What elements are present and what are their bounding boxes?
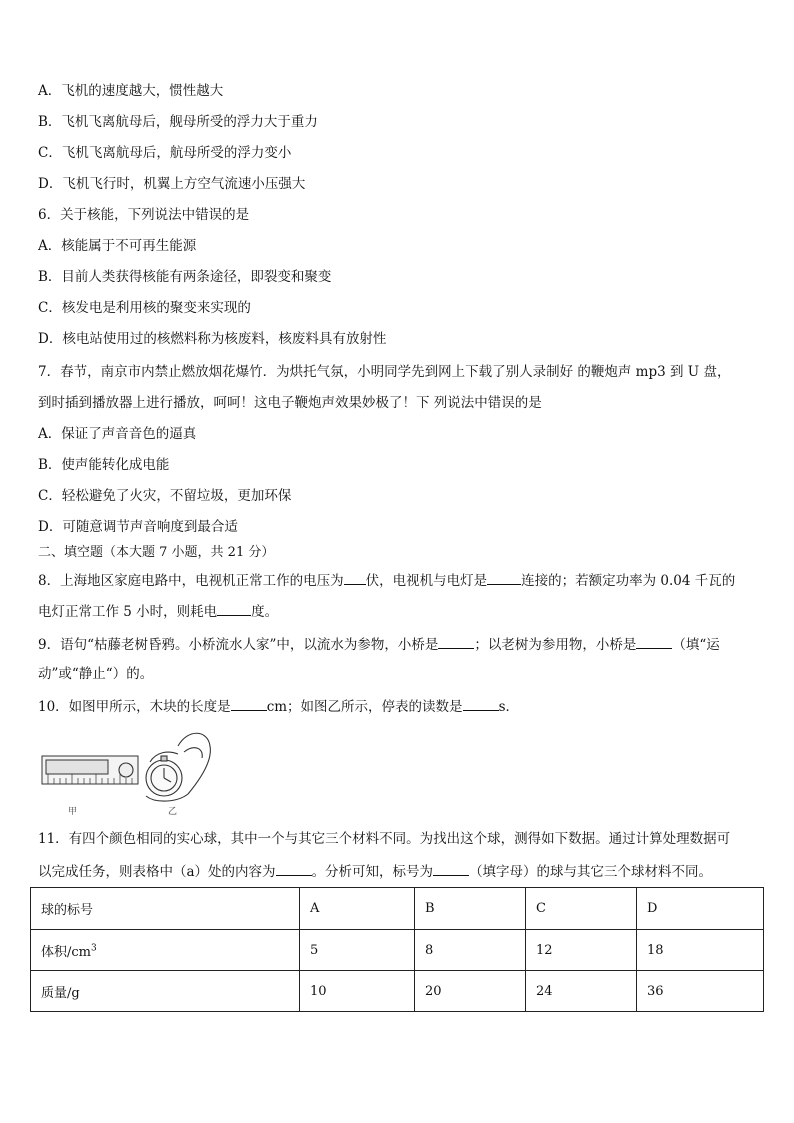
- answer-blank[interactable]: [636, 634, 672, 649]
- table-cell: D: [637, 888, 764, 930]
- q11-text-b: 。分析可知，标号为: [311, 864, 434, 880]
- q7-option-c: C．轻松避免了火灾，不留垃圾，更加环保: [38, 488, 292, 504]
- q7-stem-line2: 到时插到播放器上进行播放，呵呵！这电子鞭炮声效果妙极了！下 列说法中错误的是: [38, 395, 542, 411]
- table-cell: 12: [526, 930, 637, 971]
- q8-line1: [38, 570, 735, 590]
- q5-option-c: C．飞机飞离航母后，航母所受的浮力变小: [38, 145, 292, 161]
- q5-option-a: A．飞机的速度越大，惯性越大: [38, 83, 224, 99]
- q10-text-b: cm；如图乙所示，停表的读数是: [266, 699, 463, 715]
- q8-text-e: 度。: [251, 604, 279, 620]
- volume-label: 体积/cm: [41, 944, 91, 960]
- q8-line2: [38, 601, 278, 621]
- q6-option-b: B．目前人类获得核能有两条途径，即裂变和聚变: [38, 269, 332, 285]
- q10-text-a: 10．如图甲所示，木块的长度是: [38, 699, 231, 715]
- volume-label-cell: [31, 930, 300, 971]
- answer-blank[interactable]: [487, 570, 521, 585]
- table-row: [31, 971, 764, 1012]
- figure-label-b: 乙: [168, 806, 178, 816]
- table-cell: A: [300, 888, 415, 930]
- table-cell: 20: [415, 971, 526, 1012]
- q9-line2: 动”或“静止“）的。: [38, 666, 154, 682]
- table-cell: 8: [415, 930, 526, 971]
- q8-text-a: 8．上海地区家庭电路中，电视机正常工作的电压为: [38, 573, 344, 589]
- answer-blank[interactable]: [231, 696, 267, 711]
- q8-text-b: 伏，电视机与电灯是: [365, 573, 488, 589]
- q9-text-b: ；以老树为参用物，小桥是: [474, 637, 637, 653]
- q9-line1: [38, 634, 720, 654]
- answer-blank[interactable]: [433, 861, 469, 876]
- q8-text-d: 电灯正常工作 5 小时，则耗电: [38, 604, 218, 620]
- table-cell: C: [526, 888, 637, 930]
- q6-option-d: D．核电站使用过的核燃料称为核废料，核废料具有放射性: [38, 331, 387, 347]
- ball-data-table: [30, 887, 764, 1012]
- q11-text-c: （填字母）的球与其它三个球材料不同。: [469, 864, 713, 880]
- answer-blank[interactable]: [217, 601, 251, 616]
- table-cell: 球的标号: [31, 888, 300, 930]
- section-heading: 二、填空题（本大题 7 小题，共 21 分）: [38, 545, 275, 560]
- table-cell: 36: [637, 971, 764, 1012]
- q6-stem: 6．关于核能，下列说法中错误的是: [38, 207, 250, 223]
- table-cell: B: [415, 888, 526, 930]
- q7-option-b: B．使声能转化成电能: [38, 457, 170, 473]
- table-cell: 5: [300, 930, 415, 971]
- volume-unit-superscript: 3: [91, 943, 97, 954]
- q10-line1: [38, 696, 519, 716]
- table-header-row: [31, 888, 764, 930]
- answer-blank[interactable]: [463, 696, 499, 711]
- ruler-stopwatch-figure: [38, 722, 218, 818]
- figure-label-a: 甲: [68, 806, 78, 816]
- answer-blank[interactable]: [438, 634, 474, 649]
- answer-blank[interactable]: [276, 861, 312, 876]
- table-cell: 10: [300, 971, 415, 1012]
- table-cell: 质量/g: [31, 971, 300, 1012]
- table-cell: 24: [526, 971, 637, 1012]
- q9-text-a: 9．语句“枯藤老树昏鸦。小桥流水人家”中，以流水为参物，小桥是: [38, 637, 439, 653]
- q7-option-a: A．保证了声音音色的逼真: [38, 426, 197, 442]
- q9-text-c: （填“运: [672, 637, 720, 653]
- table-cell: 18: [637, 930, 764, 971]
- stopwatch-in-hand: [119, 733, 210, 801]
- q5-option-d: D．飞机飞行时，机翼上方空气流速小压强大: [38, 176, 306, 192]
- q11-text-a: 以完成任务，则表格中（a）处的内容为: [38, 864, 276, 880]
- q10-text-c: s．: [498, 699, 519, 715]
- q8-text-c: 连接的；若额定功率为 0.04 千瓦的: [521, 573, 736, 589]
- q11-line2: [38, 861, 712, 881]
- q7-option-d: D．可随意调节声音响度到最合适: [38, 519, 238, 535]
- answer-blank[interactable]: [344, 570, 366, 585]
- q5-option-b: B．飞机飞离航母后，舰母所受的浮力大于重力: [38, 114, 318, 130]
- q6-option-c: C．核发电是利用核的聚变来实现的: [38, 300, 251, 316]
- table-row: [31, 930, 764, 971]
- q6-option-a: A．核能属于不可再生能源: [38, 238, 197, 254]
- q11-line1: 11．有四个颜色相同的实心球，其中一个与其它三个材料不同。为找出这个球，测得如下数据。通过计算处理数据可: [38, 831, 731, 847]
- q7-stem-line1: 7．春节，南京市内禁止燃放烟花爆竹．为烘托气氛，小明同学先到网上下载了别人录制好 的鞭炮声 mp3 到 U 盘，: [38, 364, 731, 380]
